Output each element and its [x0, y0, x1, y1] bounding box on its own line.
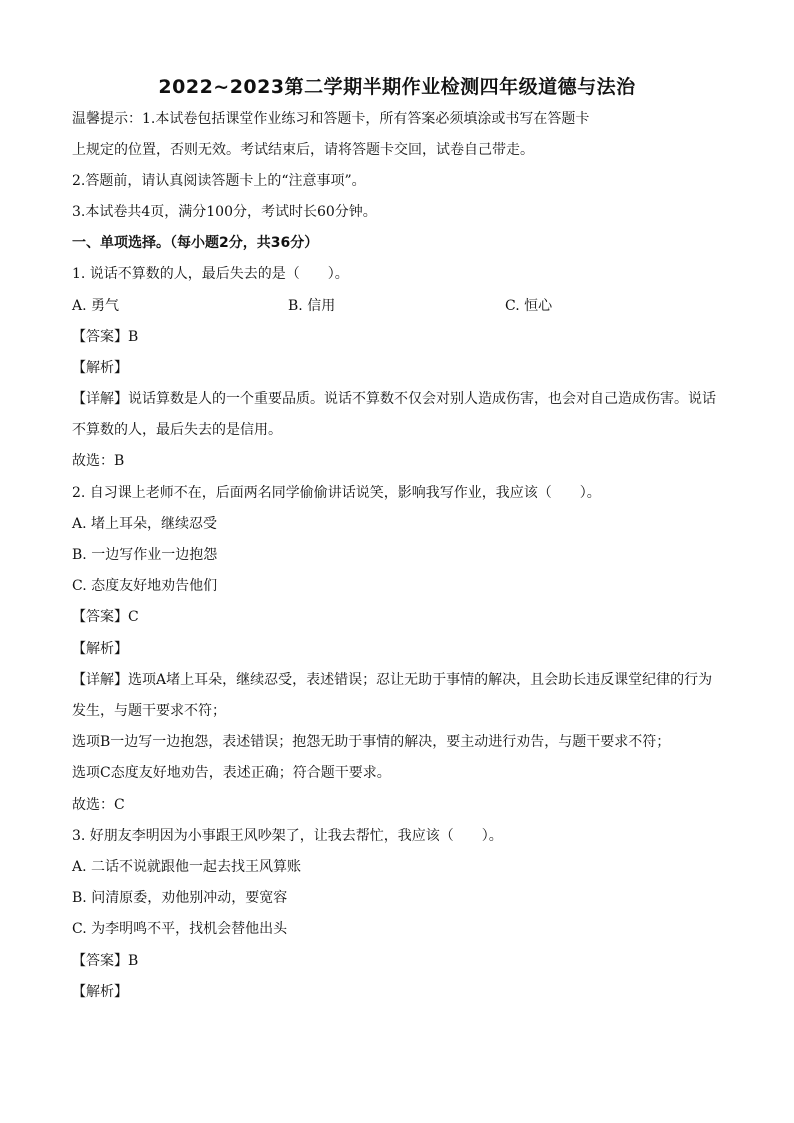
q3-option-b: B. 问清原委，劝他别冲动，要宽容: [72, 890, 288, 906]
q1-detail-line-1: 【详解】说话算数是人的一个重要品质。说话不算数不仅会对别人造成伤害，也会对自己造成伤害。说话: [72, 391, 716, 407]
notice-line-3: 2.答题前，请认真阅读答题卡上的“注意事项”。: [72, 173, 366, 189]
q2-choice: 故选：C: [72, 797, 125, 813]
q2-option-c: C. 态度友好地劝告他们: [72, 578, 218, 594]
notice-line-2: 上规定的位置，否则无效。考试结束后，请将答题卡交回，试卷自己带走。: [72, 142, 534, 158]
q2-option-b: B. 一边写作业一边抱怨: [72, 547, 218, 563]
q1-option-c: C. 恒心: [505, 298, 553, 314]
q2-detail-line-4: 选项C态度友好地劝告，表述正确；符合题干要求。: [72, 765, 391, 781]
q1-analysis-label: 【解析】: [72, 360, 128, 376]
notice-line-4: 3.本试卷共4页，满分100分，考试时长60分钟。: [72, 204, 377, 220]
q2-answer: 【答案】C: [72, 609, 139, 625]
q1-stem: 1. 说话不算数的人，最后失去的是（ ）。: [72, 266, 349, 282]
section-heading: 一、单项选择。（每小题2分，共36分）: [72, 235, 319, 251]
q1-option-b: B. 信用: [288, 298, 336, 314]
q1-choice: 故选：B: [72, 453, 125, 469]
q2-detail-line-1: 【详解】选项A堵上耳朵，继续忍受，表述错误；忍让无助于事情的解决，且会助长违反课堂纪律的行为: [72, 672, 713, 688]
q3-analysis-label: 【解析】: [72, 984, 128, 1000]
q1-detail-line-2: 不算数的人，最后失去的是信用。: [72, 422, 282, 438]
q3-stem: 3. 好朋友李明因为小事跟王风吵架了，让我去帮忙，我应该（ ）。: [72, 828, 503, 844]
notice-line-1: 温馨提示：1.本试卷包括课堂作业练习和答题卡，所有答案必须填涂或书写在答题卡: [72, 111, 590, 127]
page-title: 2022~2023第二学期半期作业检测四年级道德与法治: [158, 76, 636, 98]
q3-option-a: A. 二话不说就跟他一起去找王风算账: [72, 859, 302, 875]
q2-option-a: A. 堵上耳朵，继续忍受: [72, 516, 218, 532]
q3-option-c: C. 为李明鸣不平，找机会替他出头: [72, 921, 288, 937]
q3-answer: 【答案】B: [72, 953, 139, 969]
q2-detail-line-3: 选项B一边写一边抱怨，表述错误；抱怨无助于事情的解决，要主动进行劝告，与题干要求不符；: [72, 734, 671, 750]
q2-detail-line-2: 发生，与题干要求不符；: [72, 703, 226, 719]
q1-option-a: A. 勇气: [72, 298, 120, 314]
q2-analysis-label: 【解析】: [72, 641, 128, 657]
q2-stem: 2. 自习课上老师不在，后面两名同学偷偷讲话说笑，影响我写作业，我应该（ ）。: [72, 485, 601, 501]
q1-answer: 【答案】B: [72, 329, 139, 345]
